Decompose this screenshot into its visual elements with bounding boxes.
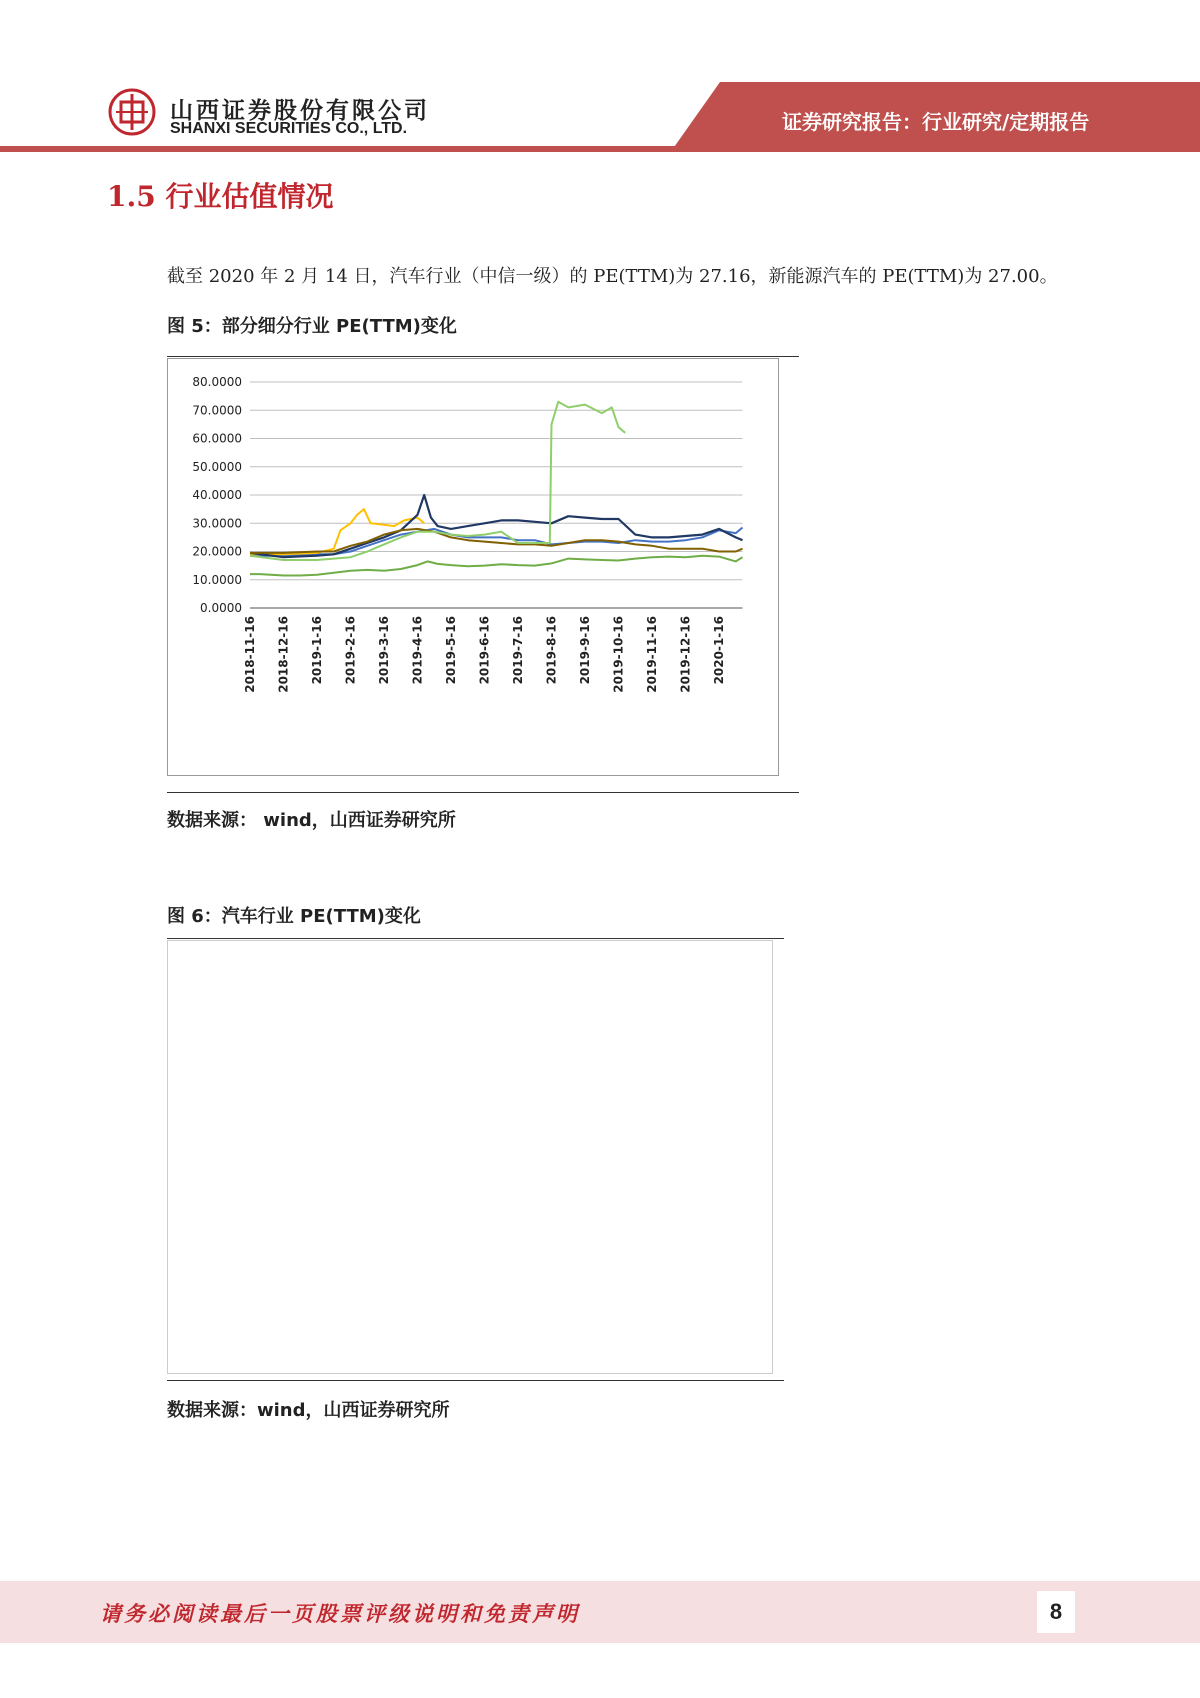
- figure5-chart: [167, 358, 783, 778]
- company-name-en: SHANXI SECURITIES CO., LTD.: [170, 120, 408, 137]
- page-number: 8: [1037, 1591, 1075, 1633]
- x-tick-label: 2018-11-16: [243, 616, 257, 693]
- x-tick-label: 2019-3-16: [377, 616, 391, 685]
- y-tick-label: 20.0000: [192, 544, 242, 559]
- page-header: [0, 0, 1200, 160]
- x-tick-label: 2019-6-16: [477, 616, 492, 685]
- figure5-bottom-rule: [167, 792, 799, 793]
- footer-disclaimer: 请务必阅读最后一页股票评级说明和免责声明: [100, 1601, 580, 1626]
- y-tick-label: 30.0000: [192, 516, 242, 531]
- y-tick-label: 60.0000: [192, 431, 242, 446]
- x-tick-label: 2020-1-16: [712, 616, 726, 685]
- y-tick-label: 80.0000: [192, 375, 242, 389]
- x-tick-label: 2019-5-16: [444, 616, 458, 685]
- figure6-bottom-rule: [167, 1380, 784, 1381]
- figure6-title: 图 6：汽车行业 PE(TTM)变化: [167, 906, 421, 927]
- y-tick-label: 10.0000: [192, 572, 242, 587]
- company-name-cn: 山西证券股份有限公司: [170, 98, 430, 124]
- section-title: 1.5 行业估值情况: [107, 180, 334, 213]
- x-tick-label: 2019-2-16: [343, 616, 358, 685]
- figure6-source: 数据来源：wind，山西证券研究所: [167, 1400, 450, 1421]
- header-rule: [0, 146, 1200, 152]
- x-tick-label: 2018-12-16: [276, 616, 291, 693]
- y-tick-label: 70.0000: [192, 403, 242, 418]
- chart2-bg: [167, 940, 784, 1376]
- y-tick-label: 40.0000: [192, 488, 242, 502]
- figure5-top-rule: [167, 356, 799, 357]
- figure6-chart: [167, 940, 784, 1376]
- company-logo-icon: [108, 88, 156, 136]
- summary-paragraph: 截至 2020 年 2 月 14 日，汽车行业（中信一级）的 PE(TTM)为 27.16，新能源汽车的 PE(TTM)为 27.00。: [167, 266, 1058, 287]
- x-tick-label: 2019-8-16: [544, 616, 559, 685]
- report-type-label: 证券研究报告：行业研究/定期报告: [782, 110, 1090, 134]
- x-tick-label: 2019-4-16: [410, 616, 425, 685]
- y-tick-label: 0.0000: [200, 601, 242, 615]
- x-tick-label: 2019-10-16: [611, 616, 626, 693]
- figure5-title: 图 5：部分细分行业 PE(TTM)变化: [167, 316, 457, 337]
- chart1-bg: [167, 358, 783, 778]
- x-tick-label: 2019-7-16: [511, 616, 525, 685]
- y-tick-label: 50.0000: [192, 459, 242, 474]
- x-tick-label: 2019-9-16: [578, 616, 592, 685]
- figure5-source: 数据来源： wind，山西证券研究所: [167, 810, 456, 831]
- x-tick-label: 2019-12-16: [678, 616, 693, 693]
- figure6-top-rule: [167, 938, 784, 939]
- x-tick-label: 2019-11-16: [645, 616, 659, 693]
- x-tick-label: 2019-1-16: [310, 616, 324, 685]
